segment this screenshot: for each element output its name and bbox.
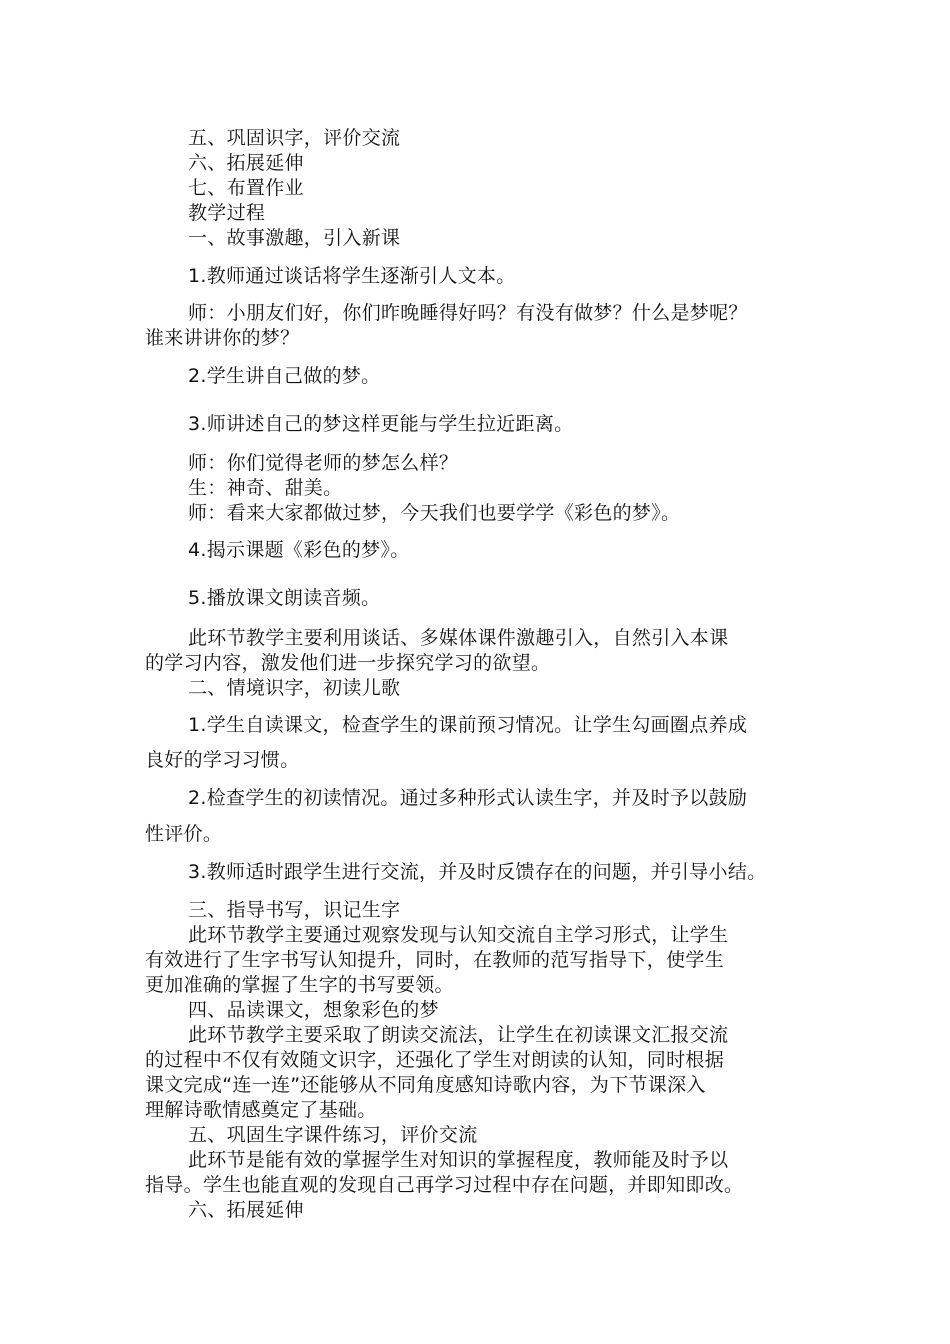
outline-item-6: 六、拓展延伸: [188, 152, 304, 174]
paragraph-line: 2.检查学生的初读情况。通过多种形式认读生字，并及时予以鼓励: [188, 787, 748, 809]
paragraph-line: 此环节教学主要通过观察发现与认知交流自主学习形式，让学生: [188, 924, 729, 946]
paragraph-line: 课文完成“连一连”还能够从不同角度感知诗歌内容，为下节课深入: [145, 1074, 706, 1096]
dialogue-line: 生：神奇、甜美。: [188, 477, 343, 499]
paragraph-line: 更加准确的掌握了生字的书写要领。: [145, 974, 454, 996]
outline-item-7: 七、布置作业: [188, 177, 304, 199]
section-heading-2: 二、情境识字，初读儿歌: [188, 677, 401, 699]
paragraph-line: 的过程中不仅有效随文识字，还强化了学生对朗读的认知，同时根据: [145, 1049, 725, 1071]
paragraph-line: 此环节是能有效的掌握学生对知识的掌握程度，教师能及时予以: [188, 1149, 729, 1171]
section-heading-4: 四、品读课文，想象彩色的梦: [188, 999, 439, 1021]
paragraph-line: 4.揭示课题《彩色的梦》。: [188, 539, 410, 561]
section-title: 教学过程: [188, 202, 266, 224]
paragraph-line: 谁来讲讲你的梦？: [145, 327, 300, 349]
section-heading-6: 六、拓展延伸: [188, 1199, 304, 1221]
paragraph-line: 师：小朋友们好，你们昨晚睡得好吗？有没有做梦？什么是梦呢？: [188, 302, 748, 324]
paragraph-line: 2.学生讲自己做的梦。: [188, 365, 381, 387]
paragraph-line: 1.教师通过谈话将学生逐渐引人文本。: [188, 265, 516, 287]
dialogue-line: 师：你们觉得老师的梦怎么样？: [188, 452, 459, 474]
paragraph-line: 良好的学习习惯。: [145, 749, 300, 771]
paragraph-line: 此环节教学主要利用谈话、多媒体课件激趣引入，自然引入本课: [188, 627, 729, 649]
paragraph-line: 1.学生自读课文，检查学生的课前预习情况。让学生勾画圈点养成: [188, 714, 748, 736]
paragraph-line: 性评价。: [145, 823, 223, 845]
paragraph-line: 理解诗歌情感奠定了基础。: [145, 1099, 377, 1121]
paragraph-line: 3.教师适时跟学生进行交流，并及时反馈存在的问题，并引导小结。: [188, 861, 767, 883]
paragraph-line: 3.师讲述自己的梦这样更能与学生拉近距离。: [188, 413, 574, 435]
paragraph-line: 5.播放课文朗读音频。: [188, 587, 381, 609]
paragraph-line: 有效进行了生字书写认知提升，同时，在教师的范写指导下，使学生: [145, 949, 725, 971]
paragraph-line: 的学习内容，激发他们进一步探究学习的欲望。: [145, 652, 551, 674]
section-heading-1: 一、故事激趣，引入新课: [188, 227, 401, 249]
section-heading-3: 三、指导书写，识记生字: [188, 899, 401, 921]
outline-item-5: 五、巩固识字，评价交流: [188, 127, 401, 149]
dialogue-line: 师：看来大家都做过梦，今天我们也要学学《彩色的梦》。: [188, 502, 681, 524]
paragraph-line: 此环节教学主要采取了朗读交流法，让学生在初读课文汇报交流: [188, 1024, 729, 1046]
section-heading-5: 五、巩固生字课件练习，评价交流: [188, 1124, 478, 1146]
paragraph-line: 指导。学生也能直观的发现自己再学习过程中存在问题，并即知即改。: [145, 1174, 744, 1196]
